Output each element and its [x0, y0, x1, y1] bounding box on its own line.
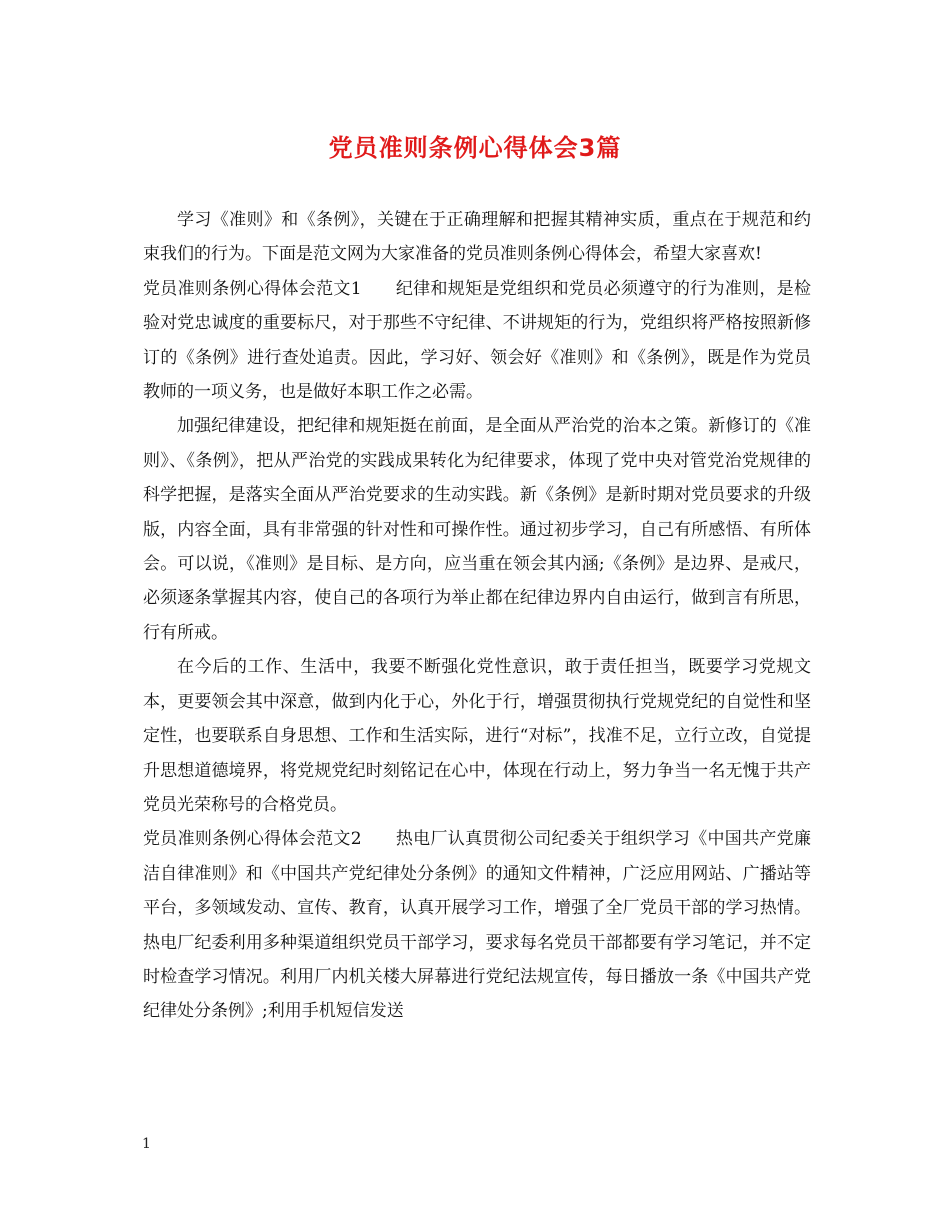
document-body — [143, 203, 811, 1029]
section-2-text: 热电厂认真贯彻公司纪委关于组织学习《中国共产党廉洁自律准则》和《中国共产党纪律处分条例》的通知文件精神，广泛应用网站、广播站等平台，多领域发动、宣传、教育，认真开展学习工作，增强了全厂党员干部的学习热情。热电厂纪委利用多种渠道组织党员干部学习，要求每名党员干部都要有学习笔记，并不定时检查学习情况。利用厂内机关楼大屏幕进行党纪法规宣传，每日播放一条《中国共产党纪律处分条例》;利用手机短信发送 — [143, 829, 811, 1022]
intro-paragraph: 学习《准则》和《条例》，关键在于正确理解和把握其精神实质，重点在于规范和约束我们的行为。下面是范文网为大家准备的党员准则条例心得体会，希望大家喜欢! — [143, 210, 811, 265]
section-2-heading: 党员准则条例心得体会范文2 — [143, 829, 362, 850]
section-1-text: 纪律和规矩是党组织和党员必须遵守的行为准则，是检验对党忠诚度的重要标尺，对于那些不守纪律、不讲规矩的行为，党组织将严格按照新修订的《条例》进行查处追责。因此，学习好、领会好《准则》和《条例》，既是作为党员教师的一项义务，也是做好本职工作之必需。 — [143, 278, 811, 403]
paragraph-3: 在今后的工作、生活中，我要不断强化党性意识，敢于责任担当，既要学习党规文本，更要领会其中深意，做到内化于心，外化于行，增强贯彻执行党规党纪的自觉性和坚定性，也要联系自身思想、工作和生活实际，进行“对标”，找准不足，立行立改，自觉提升思想道德境界，将党规党纪时刻铭记在心中，体现在行动上，努力争当一名无愧于共产党员光荣称号的合格党员。 — [143, 657, 811, 815]
document-title: 党员准则条例心得体会3篇 — [328, 134, 622, 162]
section-2-paragraph — [143, 822, 811, 1028]
section-1-paragraph — [143, 272, 811, 410]
page-number: 1 — [142, 1136, 151, 1152]
paragraph-2: 加强纪律建设，把纪律和规矩挺在前面，是全面从严治党的治本之策。新修订的《准则》、《条例》，把从严治党的实践成果转化为纪律要求，体现了党中央对管党治党规律的科学把握，是落实全面从严治党要求的生动实践。新《条例》是新时期对党员要求的升级版，内容全面，具有非常强的针对性和可操作性。通过初步学习，自己有所感悟、有所体会。可以说，《准则》是目标、是方向，应当重在领会其内涵;《条例》是边界、是戒尺，必须逐条掌握其内容，使自己的各项行为举止都在纪律边界内自由运行，做到言有所思，行有所戒。 — [143, 416, 811, 643]
section-1-heading: 党员准则条例心得体会范文1 — [143, 278, 362, 299]
